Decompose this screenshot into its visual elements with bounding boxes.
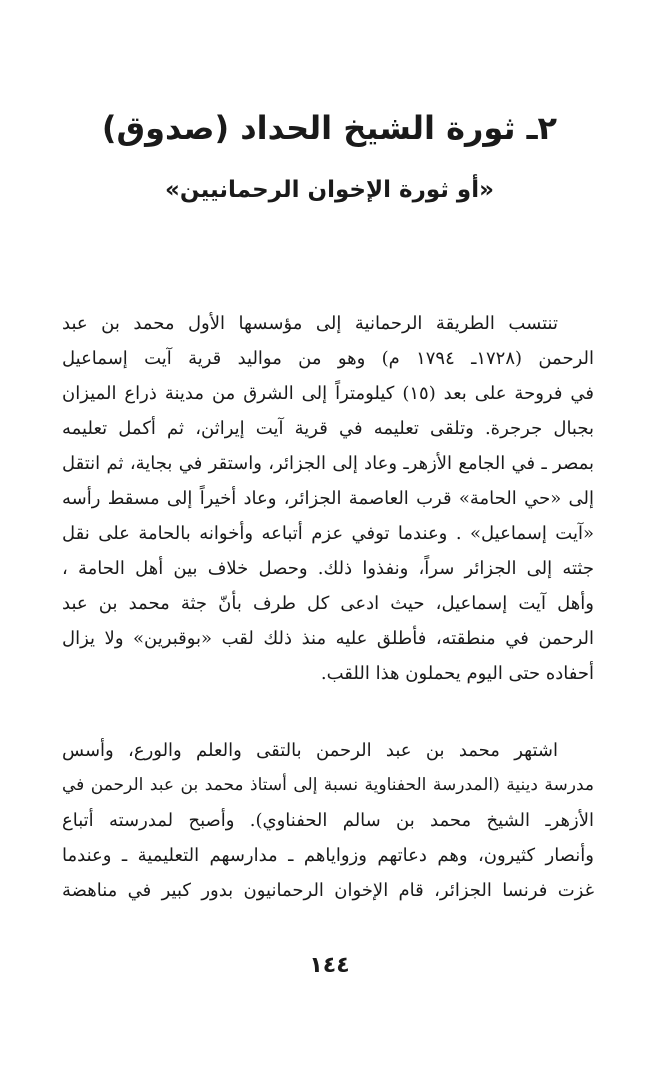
text-line: الرحمن في منطقته، فأطلق عليه منذ ذلك لقب «بوقبرين» ولا يزال — [62, 628, 594, 649]
text-line: وأنصار كثيرون، وهم دعاتهم وزواياهم ـ مدارسهم التعليمية ـ وعندما — [62, 845, 594, 866]
paragraph-2 — [62, 733, 594, 908]
text-line: في فروحة على بعد (١٥) كيلومتراً إلى الشرق من مدينة ذراع الميزان — [62, 383, 595, 404]
text-line: تنتسب الطريقة الرحمانية إلى مؤسسها الأول محمد بن عبد — [62, 313, 558, 334]
text-line: وأهل آيت إسماعيل، حيث ادعى كل طرف بأنّ جثة محمد بن عبد — [62, 593, 594, 614]
text-line: «آيت إسماعيل» . وعندما توفي عزم أتباعه وأخوانه بالحامة على نقل — [62, 523, 594, 544]
text-line: الرحمن (١٧٢٨ـ ١٧٩٤ م) وهو من مواليد قرية آيت إسماعيل — [62, 348, 594, 369]
text-line: مدرسة دينية (المدرسة الحفناوية نسبة إلى أستاذ محمد بن عبد الرحمن في — [62, 775, 594, 795]
text-line: جثته إلى الجزائر سراً، ونفذوا ذلك. وحصل خلاف بين أهل الحامة ، — [62, 558, 594, 579]
chapter-title: ٢ـ ثورة الشيخ الحداد (صدوق) — [101, 109, 558, 147]
text-line: الأزهرـ الشيخ محمد بن سالم الحفناوي). وأصبح لمدرسته أتباع — [62, 810, 594, 831]
text-line: غزت فرنسا الجزائر، قام الإخوان الرحمانيون بدور كبير في مناهضة — [62, 880, 594, 901]
text-line: اشتهر محمد بن عبد الرحمن بالتقى والعلم والورع، وأسس — [62, 740, 558, 761]
text-line: أحفاده حتى اليوم يحملون هذا اللقب. — [320, 663, 594, 684]
chapter-subtitle: «أو ثورة الإخوان الرحمانيين» — [165, 177, 494, 203]
text-line: بمصر ـ في الجامع الأزهرـ وعاد إلى الجزائر، واستقر في بجاية، ثم انتقل — [62, 453, 594, 474]
page-number: ١٤٤ — [309, 953, 350, 978]
text-line: إلى «حي الحامة» قرب العاصمة الجزائر، وعاد أخيراً إلى مسقط رأسه — [62, 488, 594, 509]
text-line: بجبال جرجرة. وتلقى تعليمه في قرية آيت إيراثن، ثم أكمل تعليمه — [62, 418, 594, 439]
paragraph-1 — [62, 306, 594, 691]
